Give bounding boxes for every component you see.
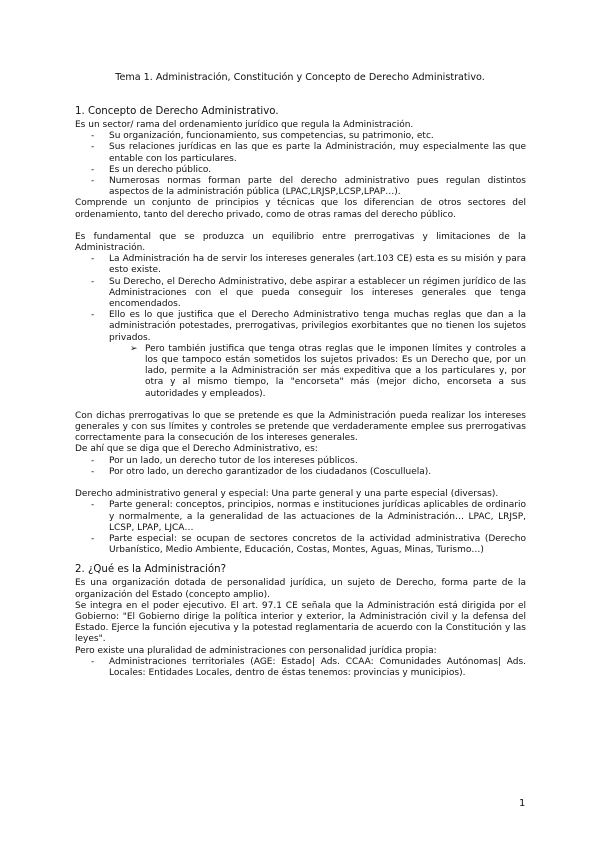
paragraph: Derecho administrativo general y especial: Una parte general y una parte especial (diversas). [75,489,499,500]
section-heading-administracion: 2. ¿Qué es la Administración? [75,564,227,576]
list-item: - Es un derecho público. [75,165,526,176]
paragraph: De ahí que se diga que el Derecho Administrativo, es: [75,444,318,455]
bullet-list-administraciones [75,657,526,679]
list-item: - La Administración ha de servir los intereses generales (art.103 CE) esta es su misión y para esto existe. [75,254,526,276]
list-item: - Su organización, funcionamiento, sus competencias, su patrimonio, etc. [75,131,526,142]
paragraph: Pero existe una pluralidad de administraciones con personalidad jurídica propia: [75,645,437,656]
list-item [75,344,526,400]
paragraph: Es fundamental que se produzca un equilibrio entre prerrogativas y limitaciones de la Administración. [75,231,526,254]
paragraph: Se integra en el poder ejecutivo. El art. 97.1 CE señala que la Administración está dirigida por el Gobierno: "El Gobierno dirige la política interior y exterior, la Administración civil y la defensa del Estado. Ejerce la función ejecutiva y la potestad reglamentaria de acuerdo con la Constitución y las leyes". [75,600,526,645]
bullet-list-tutor [75,456,526,478]
list-item: - Por otro lado, un derecho garantizador de los ciudadanos (Cosculluela). [75,467,526,478]
list-item: - Por un lado, un derecho tutor de los intereses públicos. [75,456,526,467]
list-item: - Su Derecho, el Derecho Administrativo, debe aspirar a establecer un régimen jurídico de las Administraciones con el que pueda conseguir los intereses generales que tenga encomendados. [75,277,526,311]
arrow-list [75,344,526,400]
bullet-list-concepto [75,131,526,198]
list-item: - Administraciones territoriales (AGE: Estado| Ads. CCAA: Comunidades Autónomas| Ads. Locales: Entidades Locales, dentro de éstas tenemos: provincias y municipios). [75,657,526,679]
arrow-bullet-icon: ➢ [130,343,138,354]
list-item-text: Pero también justifica que tenga otras reglas que le imponen límites y controles a los que tampoco están sometidos los sujetos privados: Es un Derecho que, por un lado, permite a la Administración ser más expeditiva que a los particulares y, por otra y al mismo tiempo, la "encorseta" más (mejor dicho, encorseta a sus autoridades y empleados). [145,343,526,399]
paragraph: Es un sector/ rama del ordenamiento jurídico que regula la Administración. [75,120,414,130]
list-item: - Numerosas normas forman parte del derecho administrativo pues regulan distintos aspectos de la administración pública (LPAC,LRJSP,LCSP,LPAP…). [75,176,526,198]
bullet-list-equilibrio [75,254,526,344]
bullet-list-partes [75,500,526,556]
list-item: - Parte general: conceptos, principios, normas e instituciones jurídicas aplicables de ordinario y normalmente, a la generalidad de las actuaciones de la Administración… LPAC, LRJSP, LCSP, LPAP, LJCA… [75,500,526,534]
list-item: - Ello es lo que justifica que el Derecho Administrativo tenga muchas reglas que dan a la administración potestades, prerrogativas, privilegios exorbitantes que no tienen los sujetos privados. [75,310,526,344]
list-item: - Parte especial: se ocupan de sectores concretos de la actividad administrativa (Derecho Urbanístico, Medio Ambiente, Educación, Costas, Montes, Aguas, Minas, Turismo…) [75,534,526,556]
paragraph: Es una organización dotada de personalidad jurídica, un sujeto de Derecho, forma parte de la organización del Estado (concepto amplio). [75,578,526,600]
paragraph: Comprende un conjunto de principios y técnicas que los diferencian de otros sectores del ordenamiento, tanto del derecho privado, como de otras ramas del derecho público. [75,198,526,220]
document-title: Tema 1. Administración, Constitución y Concepto de Derecho Administrativo. [115,72,485,83]
paragraph: Con dichas prerrogativas lo que se pretende es que la Administración pueda realizar los intereses generales y con sus límites y controles se pretende que verdaderamente emplee sus prerrogativas correctamente para la consecución de los intereses generales. [75,410,526,444]
document-body [75,106,526,679]
section-heading-concepto: 1. Concepto de Derecho Administrativo. [75,106,279,117]
list-item: - Sus relaciones jurídicas en las que es parte la Administración, muy especialmente las que entable con los particulares. [75,142,526,164]
page-number: 1 [519,798,526,809]
